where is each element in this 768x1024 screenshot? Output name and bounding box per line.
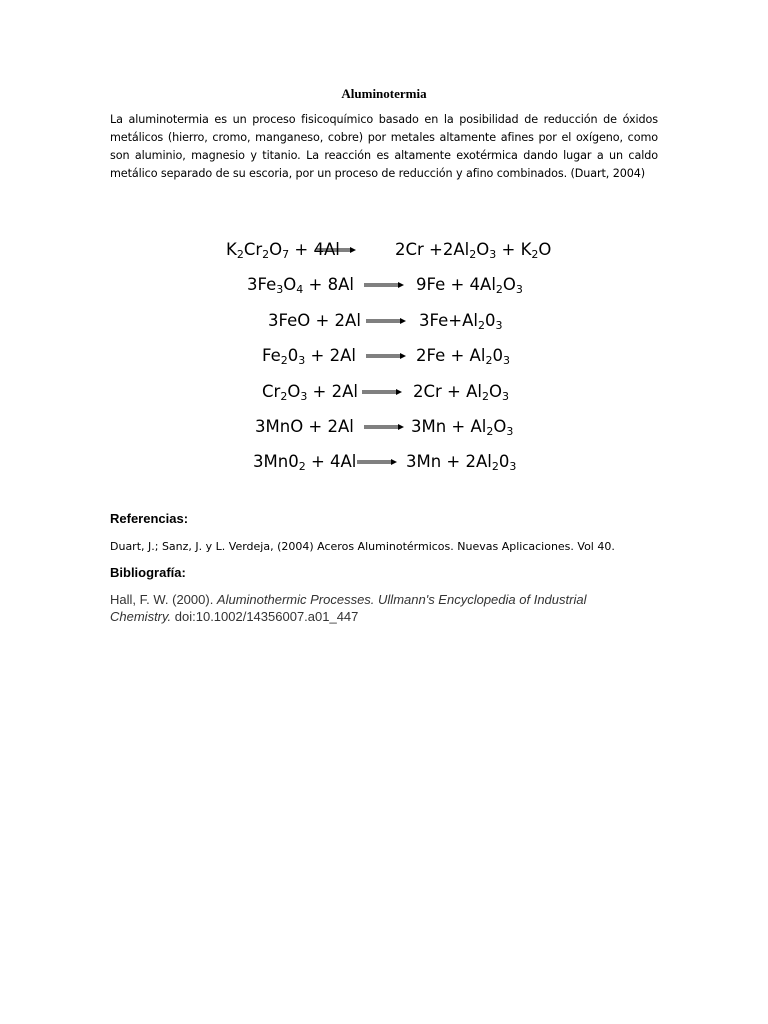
equation-row bbox=[0, 343, 768, 369]
referencias-entry: Duart, J.; Sanz, J. y L. Verdeja, (2004) Aceros Aluminotérmicos. Nuevas Aplicaciones. Vol 40. bbox=[110, 540, 615, 553]
eq-text: O bbox=[489, 382, 502, 401]
eq-text: 3Mn0 bbox=[253, 452, 299, 471]
eq-text: Cr bbox=[262, 382, 281, 401]
eq-text: 2Fe + Al bbox=[416, 346, 486, 365]
eq-text: + K bbox=[496, 240, 532, 259]
eq-text: 3MnO + 2Al bbox=[255, 417, 354, 436]
eq-subscript: 2 bbox=[280, 390, 288, 403]
eq-text: 2Cr +2Al bbox=[395, 240, 470, 259]
eq-text: + 2Al bbox=[305, 346, 356, 365]
eq-text: + 2Al bbox=[307, 382, 358, 401]
equation-row bbox=[0, 237, 768, 263]
eq-subscript: 4 bbox=[296, 283, 304, 296]
eq-text: 2Cr + Al bbox=[413, 382, 482, 401]
eq-subscript: 2 bbox=[491, 460, 499, 473]
eq-subscript: 3 bbox=[489, 248, 497, 261]
eq-subscript: 3 bbox=[502, 390, 509, 403]
bibliografia-entry bbox=[110, 591, 650, 625]
equation-products bbox=[416, 272, 523, 298]
equation-row bbox=[0, 272, 768, 298]
eq-text: O bbox=[287, 382, 301, 401]
equation-products bbox=[419, 308, 502, 334]
reaction-arrow-icon bbox=[366, 351, 406, 361]
eq-subscript: 2 bbox=[485, 354, 493, 367]
eq-text: 3Fe+Al bbox=[419, 311, 478, 330]
reaction-arrow-icon bbox=[362, 387, 402, 397]
equation-row bbox=[0, 379, 768, 405]
eq-text: Cr bbox=[243, 240, 263, 259]
equation-reactants bbox=[268, 308, 361, 334]
eq-text: O bbox=[493, 417, 507, 436]
equation-reactants bbox=[255, 414, 354, 440]
equation-reactants bbox=[262, 379, 358, 405]
referencias-heading: Referencias: bbox=[110, 511, 189, 526]
eq-text: 3Mn + Al bbox=[411, 417, 487, 436]
eq-subscript: 2 bbox=[486, 425, 494, 438]
eq-text: Fe bbox=[262, 346, 281, 365]
equation-products bbox=[395, 237, 551, 263]
eq-text: + 8Al bbox=[303, 275, 354, 294]
eq-subscript: 3 bbox=[515, 283, 523, 296]
eq-subscript: 3 bbox=[300, 390, 308, 403]
eq-text: O bbox=[269, 240, 283, 259]
equation-reactants bbox=[247, 272, 354, 298]
bibliografia-heading: Bibliografía: bbox=[110, 565, 186, 580]
reaction-arrow-icon bbox=[316, 245, 356, 255]
equation-reactants bbox=[253, 449, 356, 475]
equation-row bbox=[0, 449, 768, 475]
document-title: Aluminotermia bbox=[341, 86, 427, 101]
bib-title: Aluminothermic Processes. Ullmann's Encyclopedia of Industrial Chemistry. bbox=[110, 592, 587, 624]
eq-subscript: 2 bbox=[469, 248, 477, 261]
eq-subscript: 3 bbox=[495, 319, 503, 332]
equation-products bbox=[406, 449, 516, 475]
eq-subscript: 2 bbox=[298, 460, 306, 473]
equation-reactants bbox=[262, 343, 356, 369]
eq-subscript: 3 bbox=[509, 460, 517, 473]
eq-text: + 4Al bbox=[305, 452, 357, 471]
eq-text: O bbox=[538, 240, 552, 259]
eq-subscript: 2 bbox=[262, 248, 270, 261]
bib-authors: Hall, F. W. (2000). bbox=[110, 592, 217, 607]
eq-text: + 4Al bbox=[289, 240, 340, 259]
eq-subscript: 3 bbox=[502, 354, 510, 367]
eq-text: O bbox=[476, 240, 490, 259]
eq-subscript: 2 bbox=[482, 390, 489, 403]
eq-subscript: 2 bbox=[495, 283, 503, 296]
eq-text: 9Fe + 4Al bbox=[416, 275, 496, 294]
eq-text: 0 bbox=[287, 346, 299, 365]
eq-text: 3Mn + 2Al bbox=[406, 452, 492, 471]
eq-subscript: 7 bbox=[282, 248, 290, 261]
eq-text: 3FeO + 2Al bbox=[268, 311, 361, 330]
eq-subscript: 3 bbox=[276, 283, 284, 296]
eq-subscript: 2 bbox=[236, 248, 244, 261]
reaction-arrow-icon bbox=[357, 457, 397, 467]
reaction-arrow-icon bbox=[364, 280, 404, 290]
equation-products bbox=[413, 379, 509, 405]
intro-paragraph: La aluminotermia es un proceso fisicoquímico basado en la posibilidad de reducción de óxidos metálicos (hierro, cromo, manganeso, cobre) por metales altamente afines por el oxígeno, como son aluminio, magnesio y titanio. La reacción es altamente exotérmica dando lugar a un caldo metálico separado de su escoria, por un proceso de reducción y afino combinados. (Duart, 2004) bbox=[110, 113, 658, 180]
eq-text: 3Fe bbox=[247, 275, 277, 294]
equation-products bbox=[411, 414, 513, 440]
eq-text: O bbox=[502, 275, 516, 294]
equation-row bbox=[0, 308, 768, 334]
bib-doi: doi:10.1002/14356007.a01_447 bbox=[171, 609, 359, 624]
eq-text: K bbox=[226, 240, 237, 259]
eq-text: 0 bbox=[484, 311, 496, 330]
eq-subscript: 3 bbox=[298, 354, 306, 367]
reaction-arrow-icon bbox=[364, 422, 404, 432]
eq-subscript: 2 bbox=[280, 354, 288, 367]
equation-products bbox=[416, 343, 510, 369]
eq-subscript: 2 bbox=[477, 319, 485, 332]
equation-row bbox=[0, 414, 768, 440]
eq-text: O bbox=[283, 275, 297, 294]
eq-text: 0 bbox=[492, 346, 503, 365]
reaction-arrow-icon bbox=[366, 316, 406, 326]
eq-subscript: 3 bbox=[506, 425, 514, 438]
eq-subscript: 2 bbox=[531, 248, 539, 261]
eq-text: 0 bbox=[498, 452, 510, 471]
